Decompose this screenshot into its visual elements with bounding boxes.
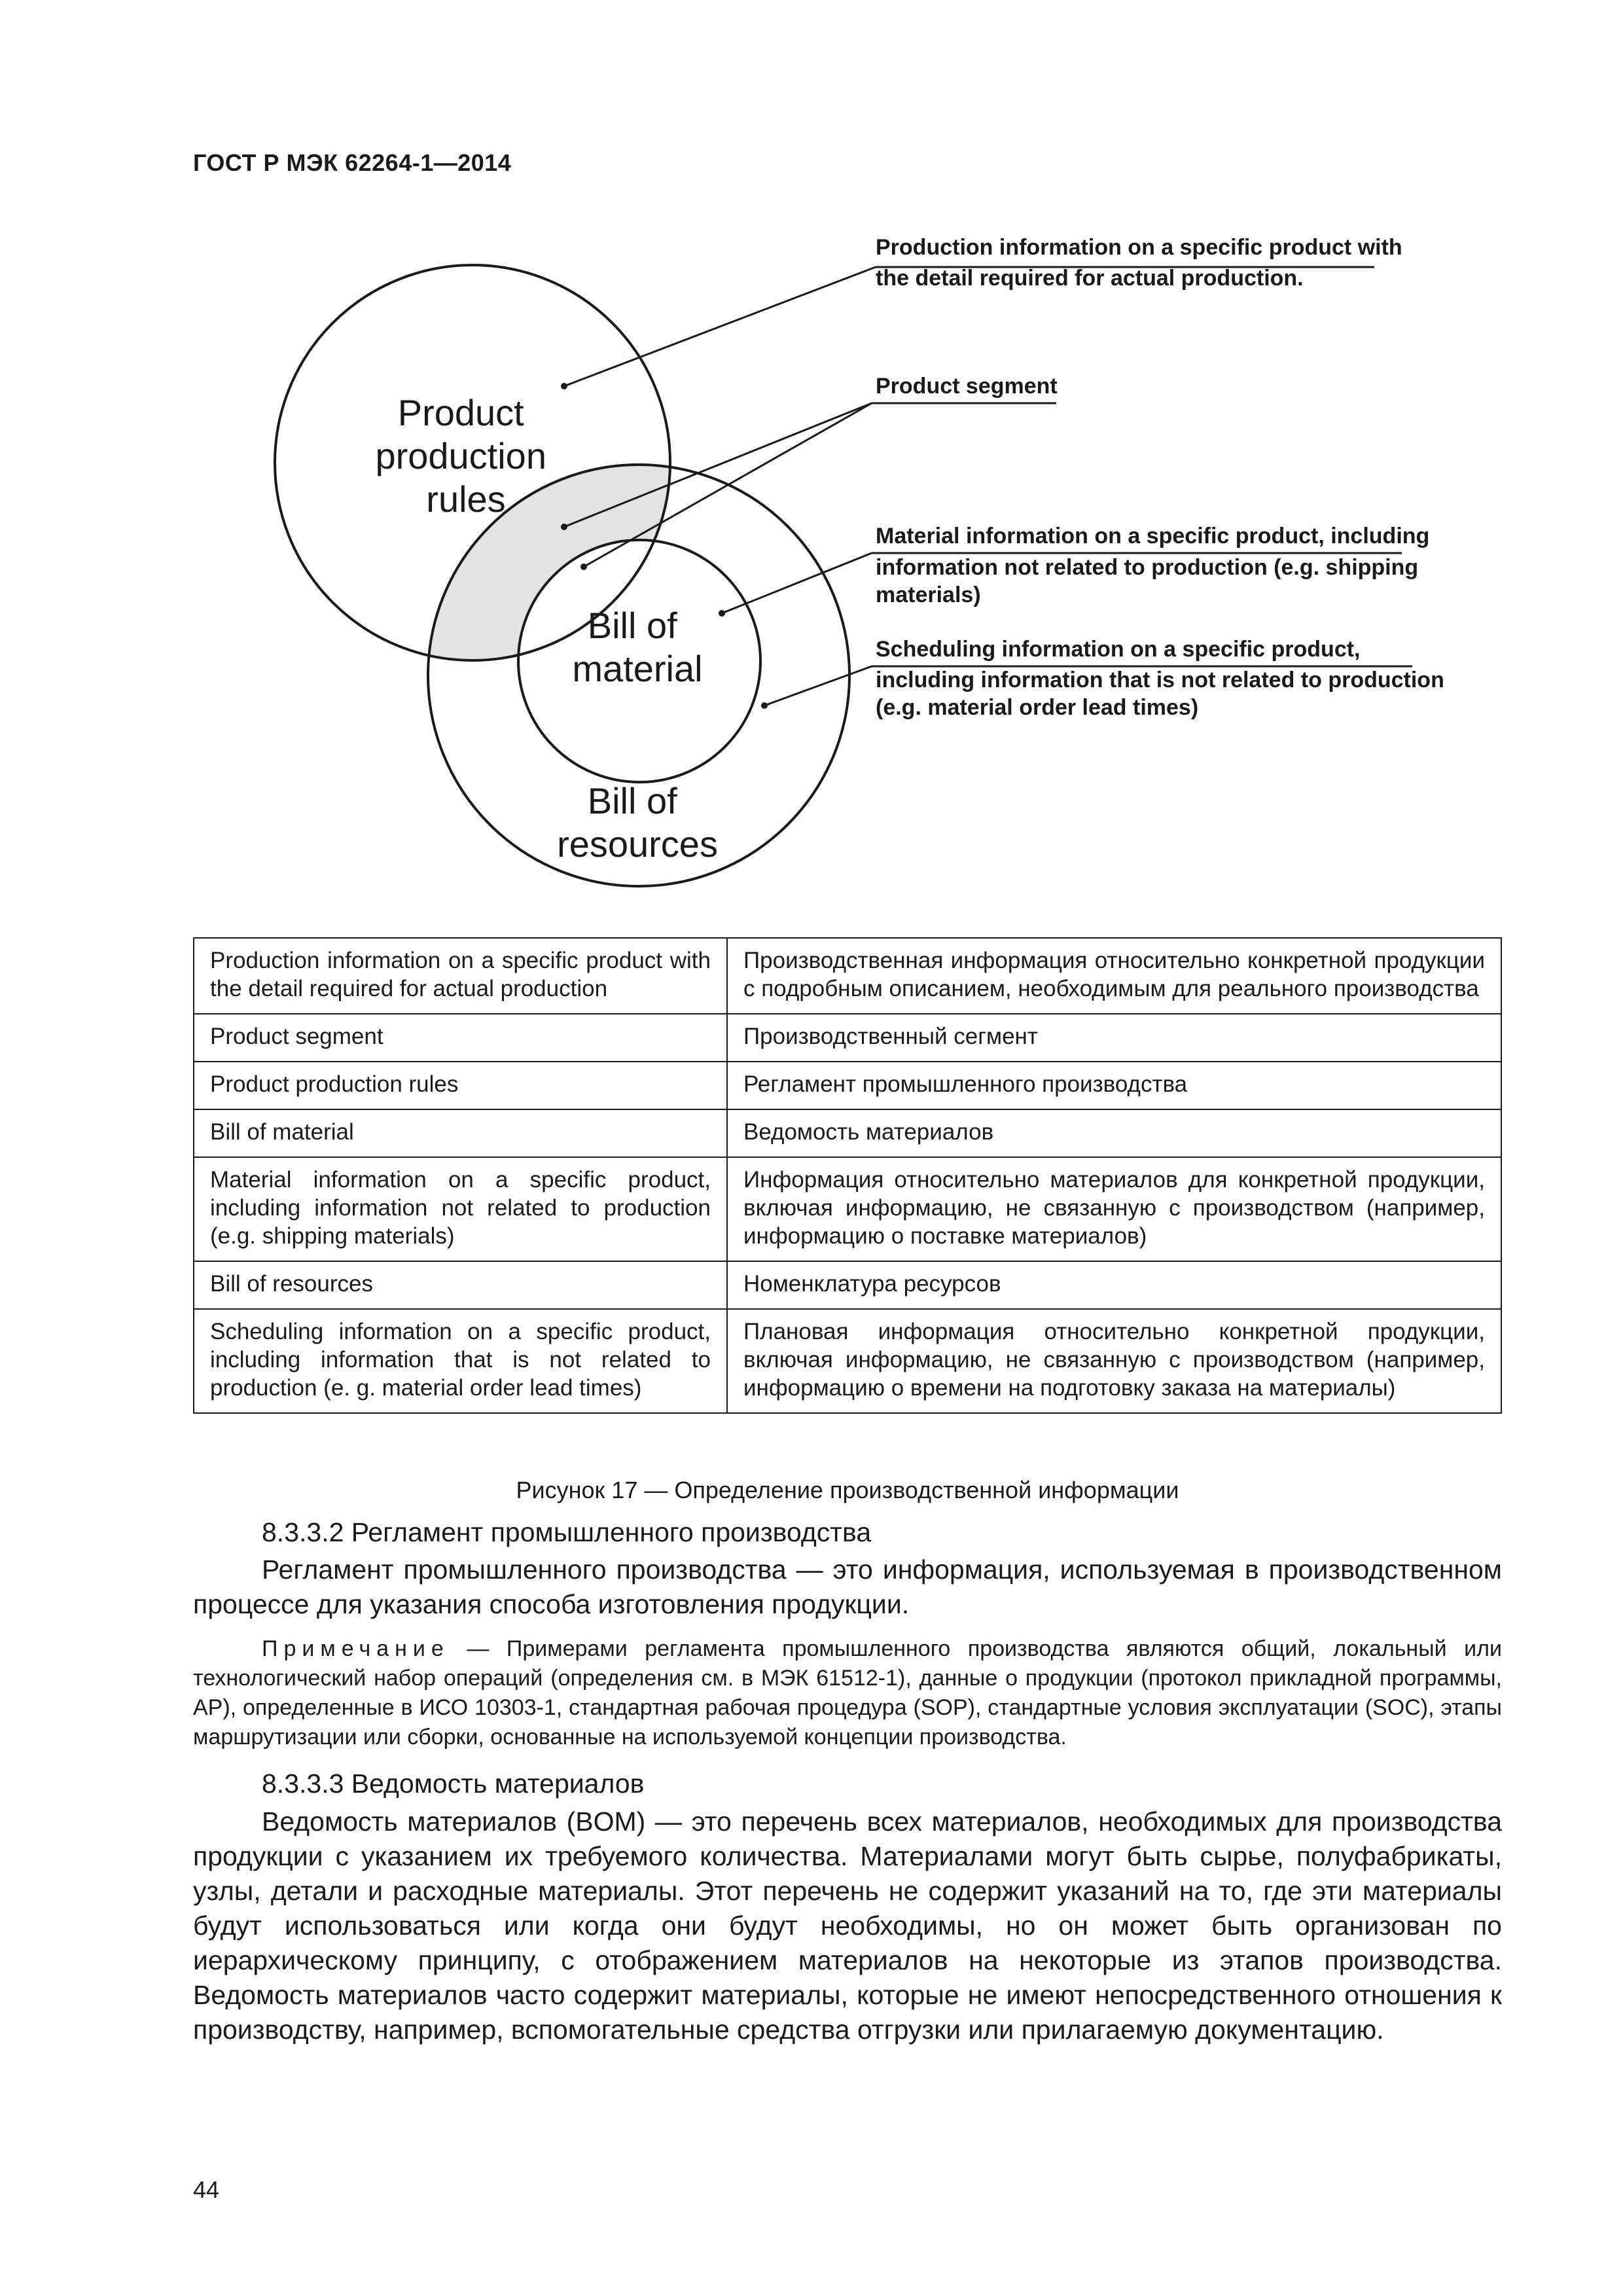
table-row — [194, 1062, 1501, 1109]
paragraph-8-3-3-2: Регламент промышленного производства — это информация, используемая в производственном процессе для указания способа изготовления продукции. — [193, 1554, 1502, 1619]
annotation-production-information: Production information on a specific product with the detail required for actual production. — [876, 235, 1402, 291]
term-ru: Номенклатура ресурсов — [727, 1261, 1501, 1309]
term-en: Material information on a specific product, including information not related to production (e.g. shipping materials) — [194, 1157, 727, 1261]
table-row — [194, 938, 1501, 1014]
term-en: Bill of resources — [194, 1261, 727, 1309]
document-header: ГОСТ Р МЭК 62264-1—2014 — [193, 149, 512, 176]
label-bill-of-material: Bill of material — [572, 605, 703, 689]
terms-table — [193, 937, 1502, 1414]
term-ru: Производственная информация относительно конкретной продукции с подробным описанием, необходимым для реального производства — [727, 938, 1501, 1014]
paragraph-8-3-3-3: Ведомость материалов (BOM) — это перечень всех материалов, необходимых для производства продукции с указанием их требуемого количества. Материалами могут быть сырье, полуфабрикаты, узлы, детали и расходные материалы. Этот перечень не содержит указаний на то, где эти материалы будут использоваться или когда они будут необходимы, но он может быть организован по иерархическому принципу, с отображением материалов на некоторые из этапов производства. Ведомость материалов часто содержит материалы, которые не имеют непосредственного отношения к производству, например, вспомогательные средства отгрузки или прилагаемую документацию. — [193, 1806, 1502, 2045]
table-row — [194, 1157, 1501, 1261]
annotation-product-segment: Product segment — [876, 374, 1058, 399]
term-en: Product production rules — [194, 1062, 727, 1109]
term-ru: Плановая информация относительно конкретной продукции, включая информацию, не связанную с производством (например, информацию о времени на подготовку заказа на материалы) — [727, 1309, 1501, 1413]
page-number: 44 — [193, 2176, 220, 2203]
label-product-production-rules: Product production rules — [375, 392, 546, 520]
label-bill-of-resources: Bill of resources — [557, 780, 718, 865]
term-ru: Производственный сегмент — [727, 1014, 1501, 1062]
term-ru: Ведомость материалов — [727, 1109, 1501, 1157]
term-en: Scheduling information on a specific product, including information that is not related to production (e. g. material order lead times) — [194, 1309, 727, 1413]
term-ru: Информация относительно материалов для конкретной продукции, включая информацию, не связанную с производством (например, информацию о поставке материалов) — [727, 1157, 1501, 1261]
table-row — [194, 1109, 1501, 1157]
note-label: Примечание — [262, 1636, 450, 1661]
figure-caption: Рисунок 17 — Определение производственной информации — [516, 1477, 1179, 1503]
section-heading-8-3-3-3: 8.3.3.3 Ведомость материалов — [262, 1768, 645, 1799]
table-row — [194, 1014, 1501, 1062]
annotation-material-information: Material information on a specific product, including information not related to production (e.g. shipping materials) — [876, 524, 1430, 607]
section-heading-8-3-3-2: 8.3.3.2 Регламент промышленного производства — [262, 1517, 872, 1547]
term-en: Bill of material — [194, 1109, 727, 1157]
note-text: — Примерами регламента промышленного производства являются общий, локальный или технологический набор операций (определения см. в МЭК 61512-1), данные о продукции (протокол прикладной программы, AP), определенные в ИСО 10303-1, стандартная рабочая процедура (SOP), стандартные условия эксплуатации (SOC), этапы маршрутизации или сборки, основанные на используемой концепции производства. — [193, 1636, 1502, 1749]
annotation-scheduling-information: Scheduling information on a specific product, including information that is not related to production (e.g. material order lead times) — [876, 637, 1444, 720]
table-row — [194, 1261, 1501, 1309]
term-en: Production information on a specific product with the detail required for actual production — [194, 938, 727, 1014]
term-en: Product segment — [194, 1014, 727, 1062]
note-8-3-3-2 — [193, 1634, 1502, 1752]
table-row — [194, 1309, 1501, 1413]
term-ru: Регламент промышленного производства — [727, 1062, 1501, 1109]
venn-diagram — [0, 0, 1623, 916]
